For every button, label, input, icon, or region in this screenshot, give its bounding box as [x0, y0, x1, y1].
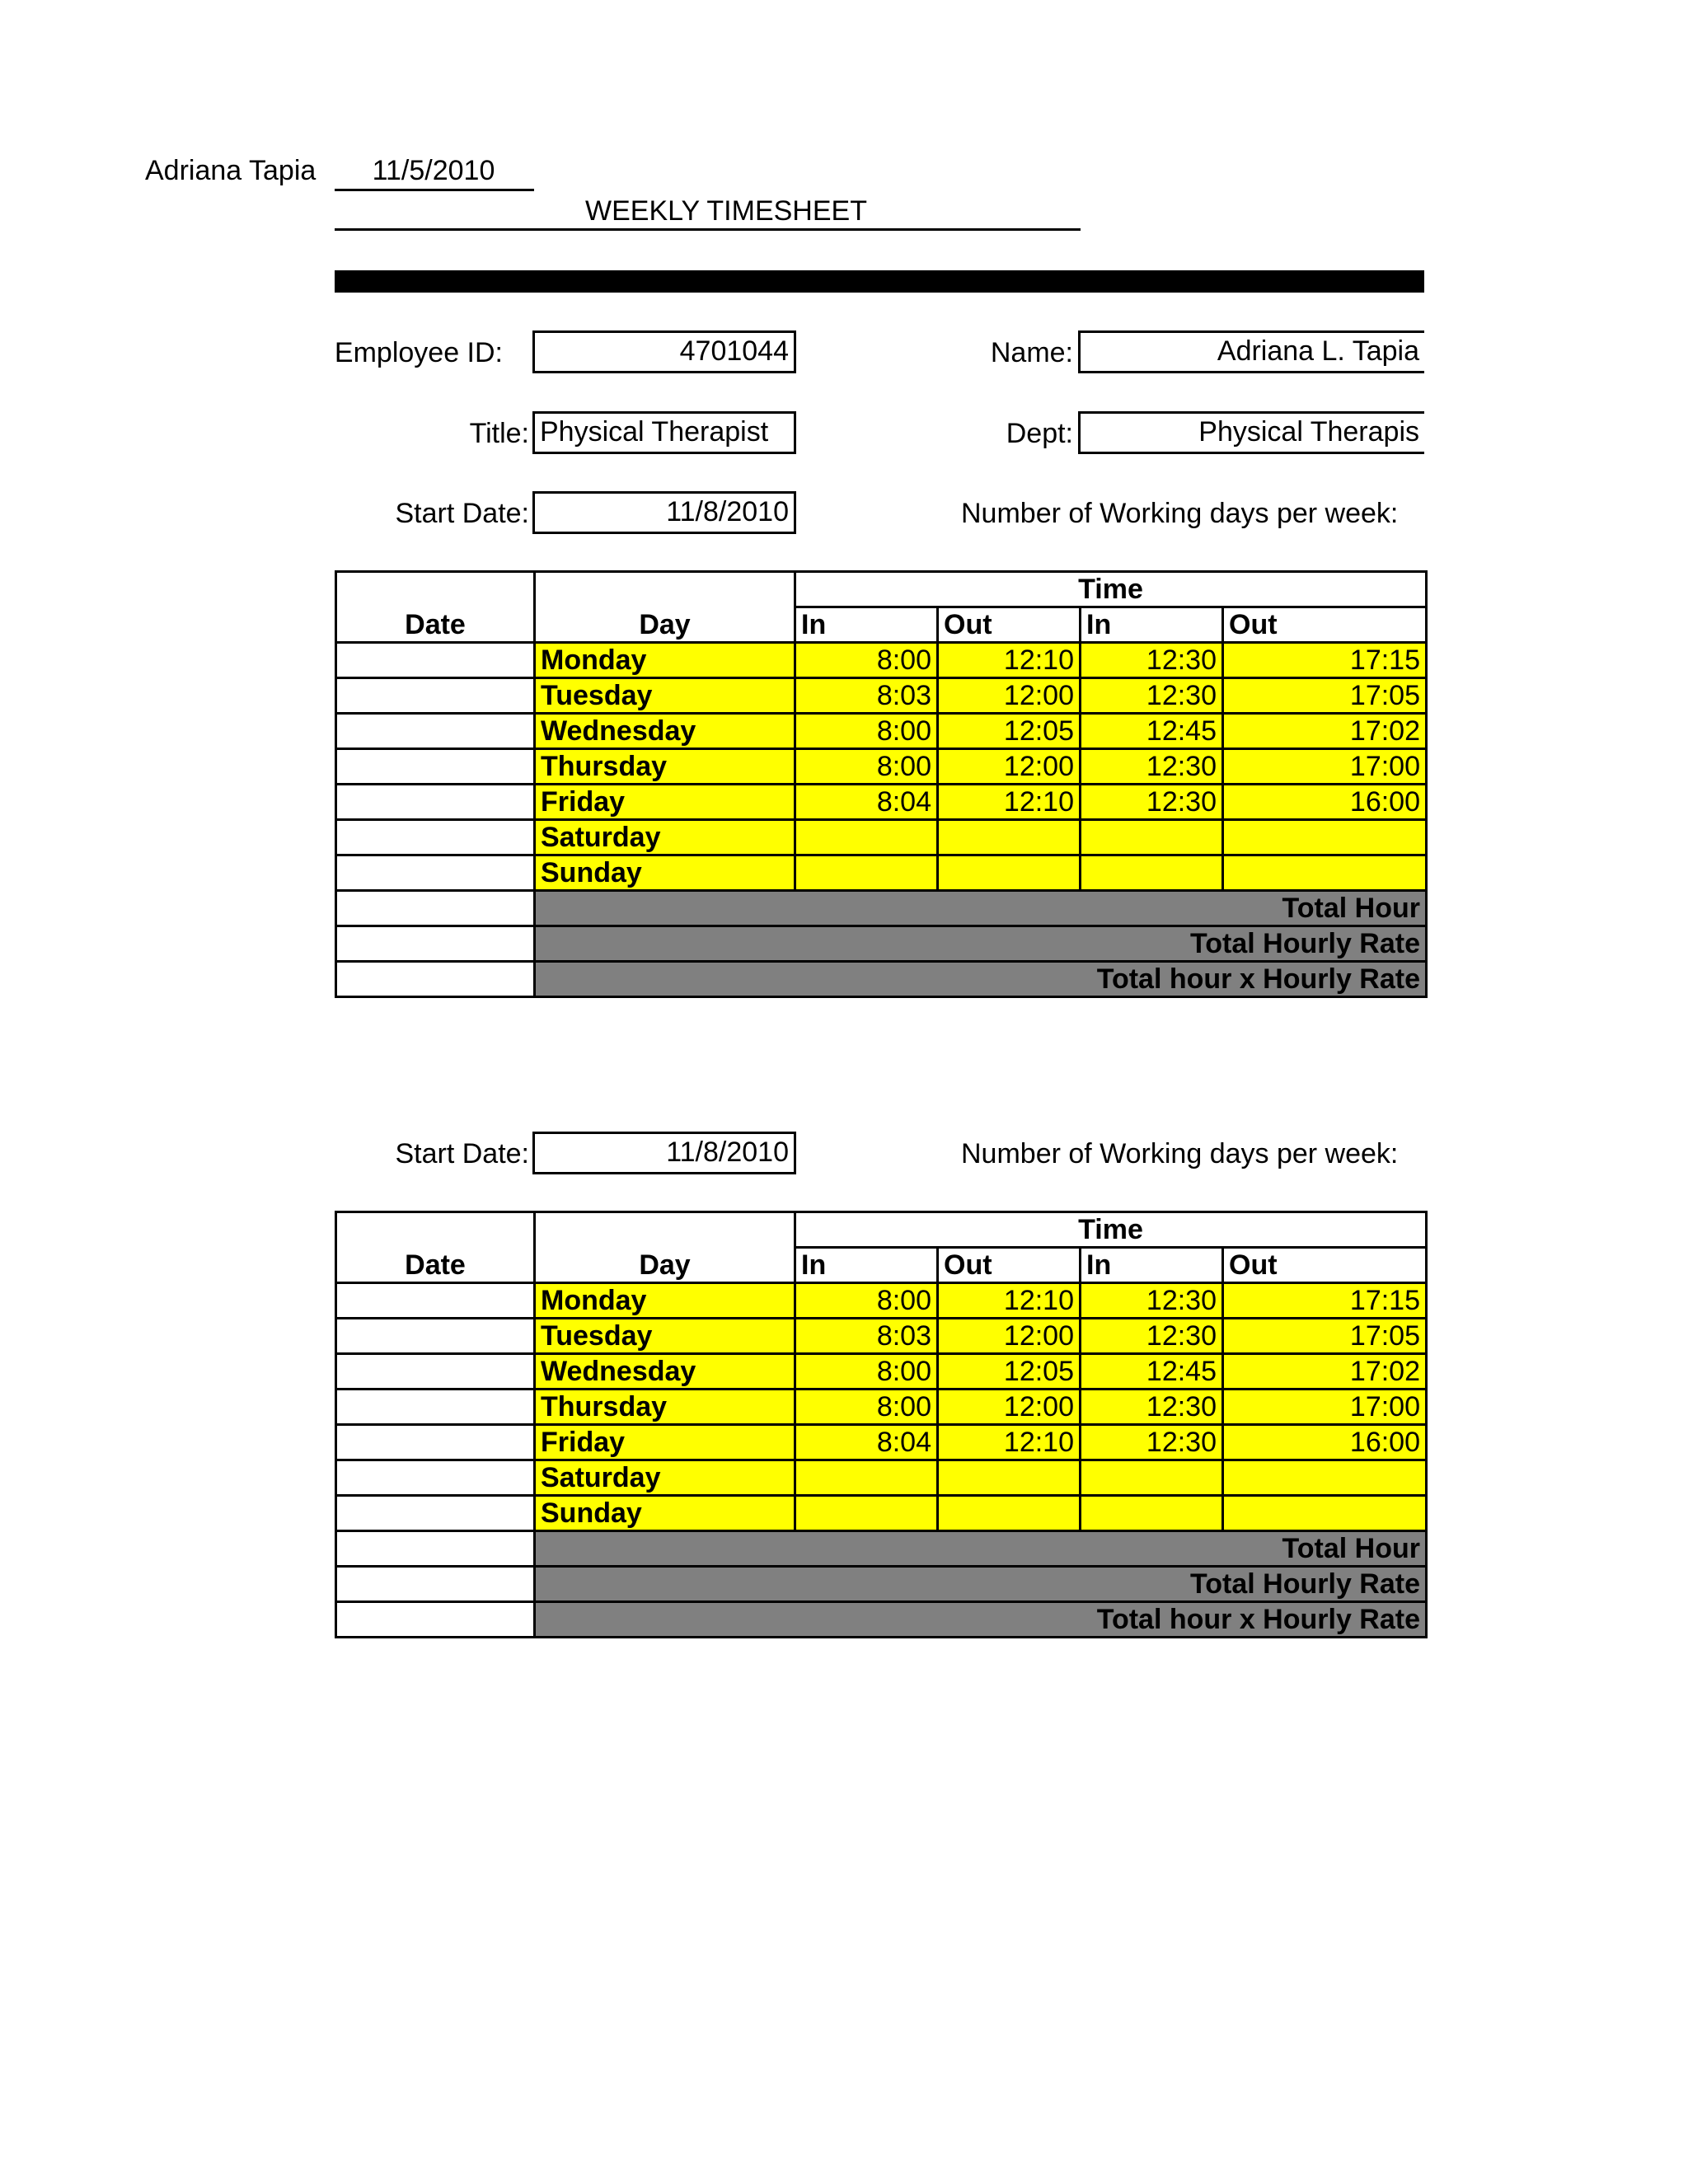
date-cell[interactable] [336, 1425, 535, 1460]
total-value-cell[interactable] [336, 1531, 535, 1567]
time-out-cell[interactable]: 17:15 [1223, 643, 1427, 678]
start-date-field[interactable]: 11/8/2010 [532, 491, 796, 534]
in-header: In [795, 607, 938, 643]
date-cell[interactable] [336, 1354, 535, 1390]
time-out-cell[interactable]: 16:00 [1223, 785, 1427, 820]
time-in-cell[interactable] [1081, 820, 1223, 855]
time-out-cell[interactable]: 12:10 [938, 1283, 1081, 1319]
day-cell: Saturday [535, 1460, 795, 1496]
time-out-cell[interactable]: 12:00 [938, 1319, 1081, 1354]
start-date-label: Start Date: [395, 498, 529, 529]
time-in-cell[interactable]: 8:03 [795, 678, 938, 714]
table-row [336, 1425, 1427, 1460]
time-in-cell[interactable]: 12:30 [1081, 1390, 1223, 1425]
timesheet-table-week-2 [335, 1211, 1428, 1638]
date-cell[interactable] [336, 749, 535, 785]
time-in-cell[interactable]: 12:30 [1081, 785, 1223, 820]
date-cell[interactable] [336, 1319, 535, 1354]
day-cell: Tuesday [535, 1319, 795, 1354]
date-cell[interactable] [336, 785, 535, 820]
time-out-cell[interactable] [938, 1496, 1081, 1531]
time-in-cell[interactable]: 12:30 [1081, 1283, 1223, 1319]
time-in-cell[interactable] [1081, 1496, 1223, 1531]
time-out-cell[interactable]: 17:00 [1223, 1390, 1427, 1425]
title-underline [335, 228, 1081, 231]
time-out-cell[interactable] [1223, 820, 1427, 855]
time-out-cell[interactable] [1223, 855, 1427, 891]
time-out-cell[interactable] [938, 820, 1081, 855]
total-hourly-rate-label: Total Hourly Rate [535, 926, 1427, 962]
day-cell: Monday [535, 643, 795, 678]
time-in-cell[interactable]: 12:45 [1081, 1354, 1223, 1390]
total-hourly-rate-label: Total Hourly Rate [535, 1567, 1427, 1602]
time-out-cell[interactable]: 17:15 [1223, 1283, 1427, 1319]
out-header: Out [1223, 607, 1427, 643]
time-in-cell[interactable]: 12:30 [1081, 1319, 1223, 1354]
time-in-cell[interactable]: 12:45 [1081, 714, 1223, 749]
time-out-cell[interactable]: 12:00 [938, 749, 1081, 785]
total-row [336, 1602, 1427, 1638]
time-in-cell[interactable] [795, 1496, 938, 1531]
time-in-cell[interactable]: 8:00 [795, 749, 938, 785]
time-header: Time [795, 572, 1427, 607]
total-value-cell[interactable] [336, 891, 535, 926]
total-hour-label: Total Hour [535, 1531, 1427, 1567]
time-out-cell[interactable]: 17:05 [1223, 678, 1427, 714]
total-value-cell[interactable] [336, 926, 535, 962]
total-row [336, 926, 1427, 962]
time-out-cell[interactable] [1223, 1460, 1427, 1496]
working-days-label: Number of Working days per week: [961, 498, 1399, 529]
day-cell: Friday [535, 1425, 795, 1460]
date-cell[interactable] [336, 714, 535, 749]
day-cell: Wednesday [535, 714, 795, 749]
date-cell[interactable] [336, 678, 535, 714]
total-pay-label: Total hour x Hourly Rate [535, 962, 1427, 997]
time-in-cell[interactable] [1081, 855, 1223, 891]
time-out-cell[interactable]: 17:02 [1223, 1354, 1427, 1390]
out-header: Out [938, 607, 1081, 643]
total-row [336, 1531, 1427, 1567]
date-cell[interactable] [336, 1496, 535, 1531]
working-days-label: Number of Working days per week: [961, 1138, 1399, 1169]
total-hour-label: Total Hour [535, 891, 1427, 926]
total-value-cell[interactable] [336, 962, 535, 997]
time-out-cell[interactable]: 12:05 [938, 1354, 1081, 1390]
date-header: Date [336, 1212, 535, 1283]
table-row [336, 714, 1427, 749]
time-in-cell[interactable] [1081, 1460, 1223, 1496]
time-in-cell[interactable]: 12:30 [1081, 749, 1223, 785]
time-in-cell[interactable]: 12:30 [1081, 643, 1223, 678]
day-cell: Sunday [535, 855, 795, 891]
time-out-cell[interactable] [1223, 1496, 1427, 1531]
time-in-cell[interactable]: 8:04 [795, 785, 938, 820]
time-in-cell[interactable] [795, 820, 938, 855]
time-out-cell[interactable] [938, 1460, 1081, 1496]
total-value-cell[interactable] [336, 1567, 535, 1602]
total-value-cell[interactable] [336, 1602, 535, 1638]
title-field[interactable]: Physical Therapist [532, 411, 796, 454]
day-cell: Wednesday [535, 1354, 795, 1390]
date-header: Date [336, 572, 535, 643]
date-cell[interactable] [336, 643, 535, 678]
time-out-cell[interactable]: 12:10 [938, 785, 1081, 820]
table-row [336, 855, 1427, 891]
total-pay-label: Total hour x Hourly Rate [535, 1602, 1427, 1638]
time-in-cell[interactable]: 8:00 [795, 643, 938, 678]
day-cell: Saturday [535, 820, 795, 855]
day-cell: Tuesday [535, 678, 795, 714]
day-cell: Monday [535, 1283, 795, 1319]
time-in-cell[interactable]: 8:00 [795, 1390, 938, 1425]
time-out-cell[interactable]: 12:10 [938, 1425, 1081, 1460]
table-row [336, 678, 1427, 714]
table-row [336, 1496, 1427, 1531]
start-date-label: Start Date: [395, 1138, 529, 1169]
time-in-cell[interactable]: 8:04 [795, 1425, 938, 1460]
time-in-cell[interactable]: 8:00 [795, 1283, 938, 1319]
date-cell[interactable] [336, 1390, 535, 1425]
date-cell[interactable] [336, 1283, 535, 1319]
day-header: Day [535, 572, 795, 643]
time-in-cell[interactable]: 12:30 [1081, 678, 1223, 714]
header-date: 11/5/2010 [372, 155, 495, 186]
table-row [336, 1354, 1427, 1390]
in-header: In [1081, 1248, 1223, 1283]
out-header: Out [938, 1248, 1081, 1283]
table-row [336, 820, 1427, 855]
out-header: Out [1223, 1248, 1427, 1283]
table-row [336, 785, 1427, 820]
time-out-cell[interactable]: 16:00 [1223, 1425, 1427, 1460]
day-cell: Friday [535, 785, 795, 820]
time-in-cell[interactable] [795, 855, 938, 891]
page-title: WEEKLY TIMESHEET [585, 195, 867, 227]
header-bar [335, 270, 1424, 293]
total-row [336, 962, 1427, 997]
time-header: Time [795, 1212, 1427, 1248]
day-cell: Thursday [535, 1390, 795, 1425]
time-out-cell[interactable]: 12:00 [938, 1390, 1081, 1425]
start-date-field[interactable]: 11/8/2010 [532, 1132, 796, 1174]
title-label: Title: [469, 418, 529, 449]
name-label: Name: [990, 337, 1073, 368]
time-in-cell[interactable] [795, 1460, 938, 1496]
employee-id-label: Employee ID: [334, 337, 503, 368]
table-row [336, 1390, 1427, 1425]
timesheet-table-week-1 [335, 570, 1428, 998]
time-out-cell[interactable]: 12:10 [938, 643, 1081, 678]
day-header: Day [535, 1212, 795, 1283]
employee-id-field[interactable]: 4701044 [532, 330, 796, 373]
time-in-cell[interactable]: 8:00 [795, 1354, 938, 1390]
time-out-cell[interactable]: 12:00 [938, 678, 1081, 714]
date-underline [335, 189, 534, 191]
date-cell[interactable] [336, 820, 535, 855]
time-in-cell[interactable]: 12:30 [1081, 1425, 1223, 1460]
dept-field[interactable]: Physical Therapis [1078, 411, 1424, 454]
time-in-cell[interactable]: 8:03 [795, 1319, 938, 1354]
day-cell: Sunday [535, 1496, 795, 1531]
date-cell[interactable] [336, 855, 535, 891]
name-field[interactable]: Adriana L. Tapia [1078, 330, 1424, 373]
table-row [336, 1283, 1427, 1319]
time-out-cell[interactable]: 12:05 [938, 714, 1081, 749]
table-row [336, 1460, 1427, 1496]
total-row [336, 891, 1427, 926]
table-row [336, 749, 1427, 785]
time-out-cell[interactable]: 17:00 [1223, 749, 1427, 785]
in-header: In [795, 1248, 938, 1283]
dept-label: Dept: [1006, 418, 1073, 449]
date-cell[interactable] [336, 1460, 535, 1496]
author-name: Adriana Tapia [145, 155, 316, 186]
time-out-cell[interactable]: 17:02 [1223, 714, 1427, 749]
table-row [336, 643, 1427, 678]
total-row [336, 1567, 1427, 1602]
day-cell: Thursday [535, 749, 795, 785]
table-row [336, 1319, 1427, 1354]
time-in-cell[interactable]: 8:00 [795, 714, 938, 749]
in-header: In [1081, 607, 1223, 643]
time-out-cell[interactable] [938, 855, 1081, 891]
time-out-cell[interactable]: 17:05 [1223, 1319, 1427, 1354]
